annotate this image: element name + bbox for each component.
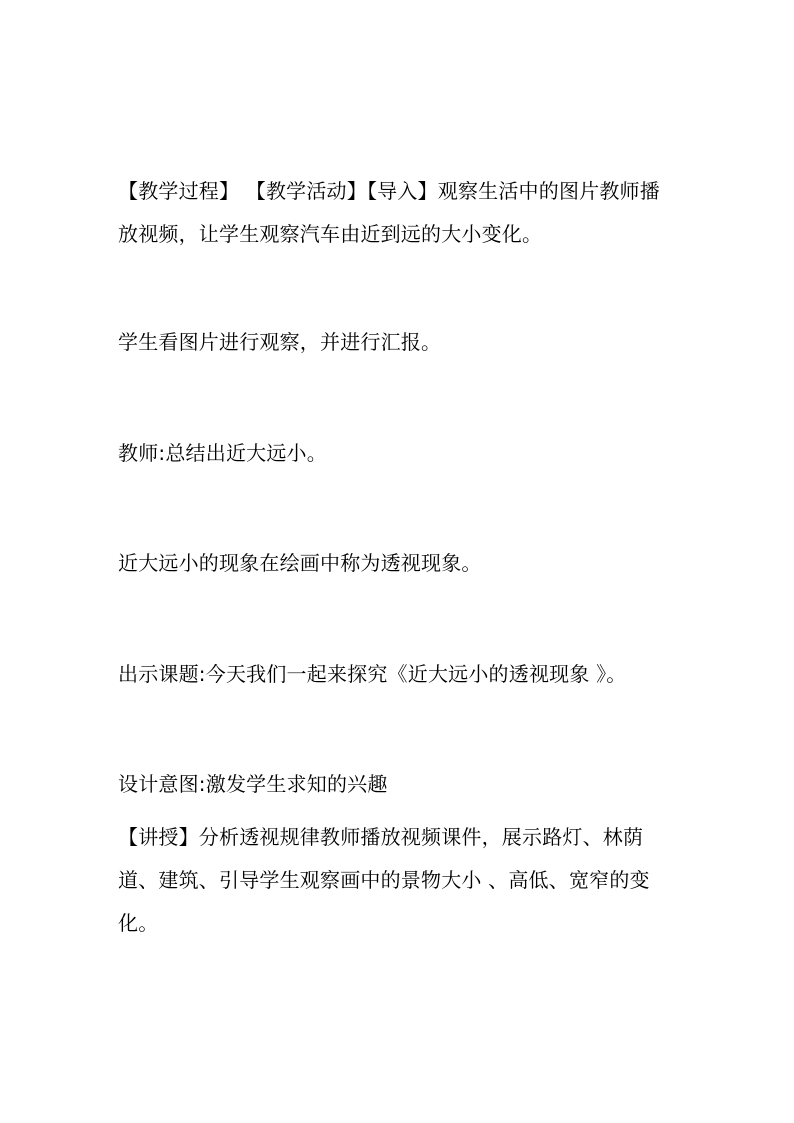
paragraph-student-observe: 学生看图片进行观察，并进行汇报。 — [118, 330, 442, 354]
paragraph-teacher-summary: 教师:总结出近大远小。 — [118, 441, 327, 465]
paragraph-intro: 【教学过程】 【教学活动】【导入】观察生活中的图片教师播放视频，让学生观察汽车由近到远的大小变化。 — [118, 179, 660, 246]
paragraph-perspective-definition: 近大远小的现象在绘画中称为透视现象。 — [118, 551, 482, 575]
paragraph-design-intent: 设计意图:激发学生求知的兴趣 — [118, 772, 388, 796]
paragraph-topic: 出示课题:今天我们一起来探究《近大远小的透视现象 》。 — [118, 662, 627, 686]
paragraph-lecture: 【讲授】分析透视规律教师播放视频课件，展示路灯、林荫道、建筑、引导学生观察画中的景物大小 、高低、宽窄的变化。 — [118, 825, 650, 935]
